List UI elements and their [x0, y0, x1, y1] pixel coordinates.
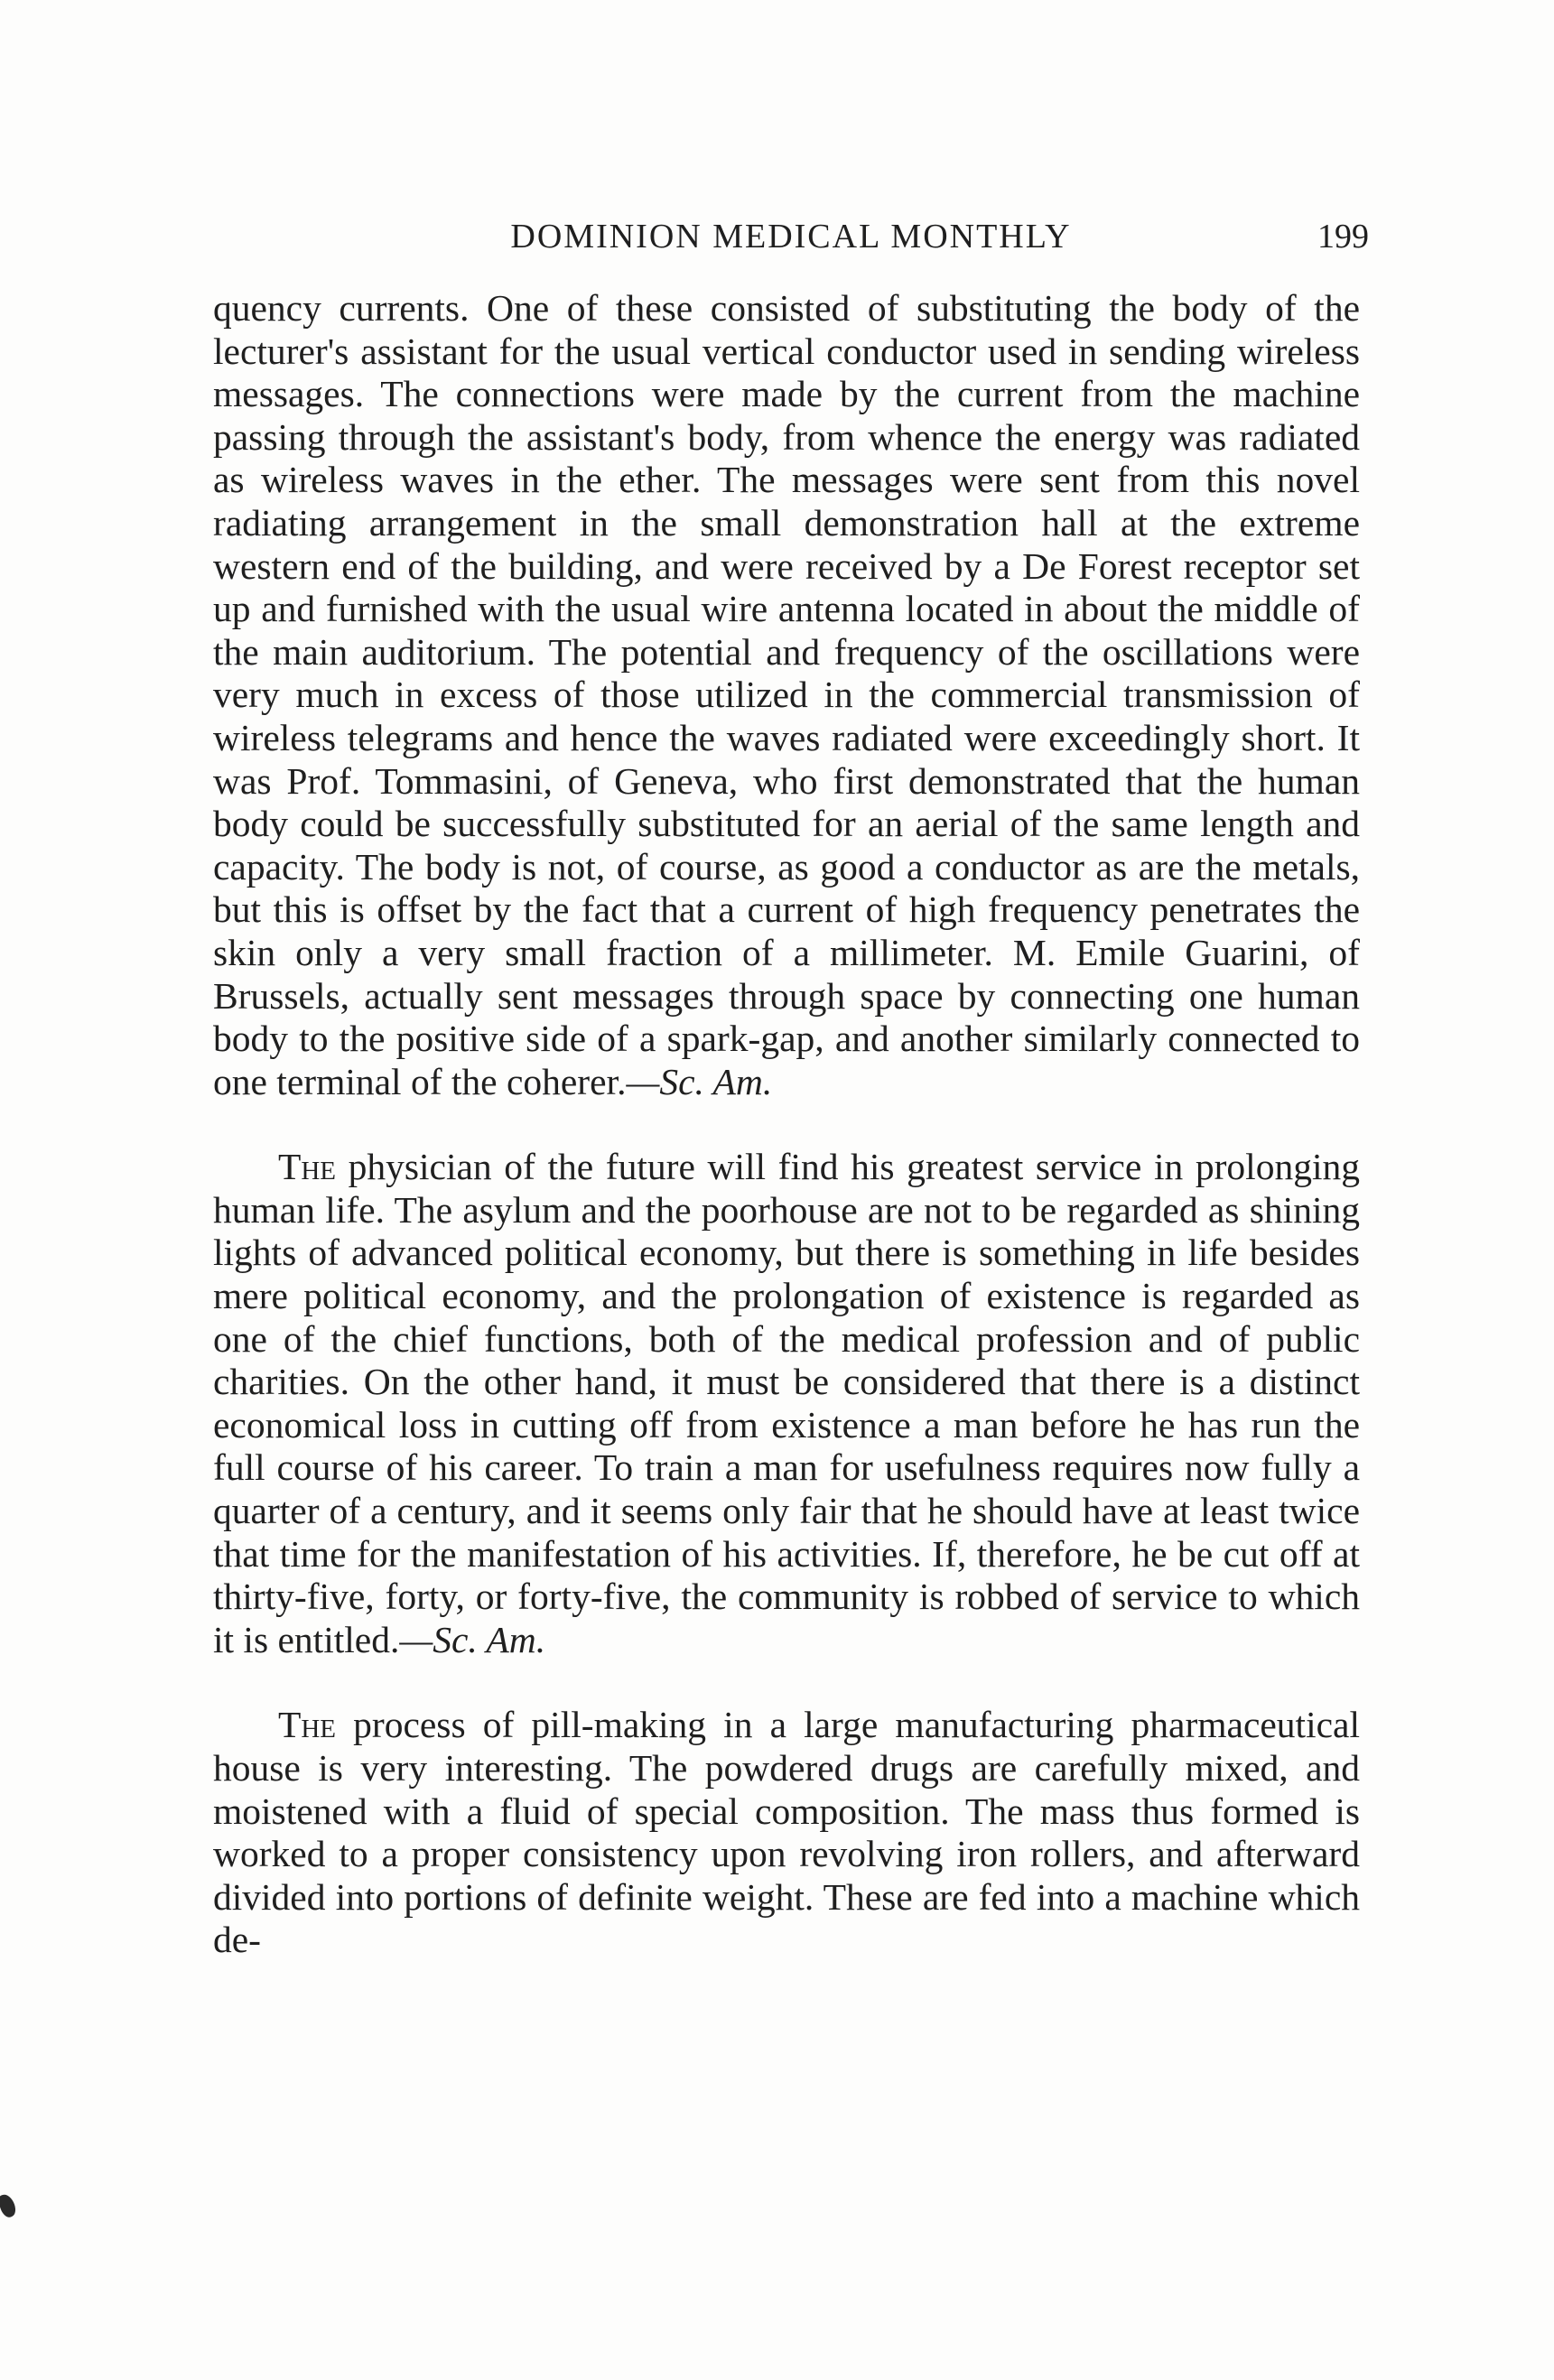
- paragraph-pill-making: [213, 1704, 1360, 1962]
- lead-word: The: [278, 1146, 337, 1188]
- page-header: [213, 209, 1369, 264]
- page-number: 199: [1317, 218, 1369, 256]
- running-title: DOMINION MEDICAL MONTHLY: [510, 218, 1072, 256]
- paragraph-text: process of pill-making in a large manufacturing pharmaceutical house is very interesting. The powdered drugs are carefully mixed, and moistened with a fluid of special composition. The mass thus formed is worked to a proper consistency upon revolving iron rollers, and afterward divided into portions of definite weight. These are fed into a machine which de-: [213, 1704, 1360, 1961]
- source-citation: —Sc. Am.: [626, 1060, 773, 1102]
- ink-smudge: [0, 2192, 18, 2219]
- body-text: [213, 287, 1360, 1962]
- paragraph-physician: [213, 1146, 1360, 1661]
- paragraph-text: physician of the future will find his greatest service in prolonging human life. The asylum and the poorhouse are not to be regarded as shining lights of advanced political economy, but there is something in life besides mere political economy, and the prolongation of existence is regarded as one of the chief functions, both of the medical profession and of public charities. On the other hand, it must be considered that there is a distinct economical loss in cutting off from existence a man before he has run the full course of his career. To train a man for usefulness requires now fully a quarter of a century, and it seems only fair that he should have at least twice that time for the manifestation of his activities. If, therefore, he be cut off at thirty-five, forty, or forty-five, the community is robbed of service to which it is entitled.: [213, 1146, 1360, 1660]
- paragraph-text: quency currents. One of these consisted of substituting the body of the lecturer's assistant for the usual vertical conductor used in sending wireless messages. The connections were made by the current from the machine passing through the assistant's body, from whence the energy was radiated as wireless waves in the ether. The messages were sent from this novel radiating arrangement in the small demonstration hall at the extreme western end of the building, and were received by a De Forest receptor set up and furnished with the usual wire antenna located in about the middle of the main auditorium. The potential and frequency of the oscillations were very much in excess of those utilized in the commercial transmission of wireless telegrams and hence the waves radiated were exceedingly short. It was Prof. Tommasini, of Geneva, who first demonstrated that the human body could be successfully substituted for an aerial of the same length and capacity. The body is not, of course, as good a conductor as are the metals, but this is offset by the fact that a current of high frequency penetrates the skin only a very small fraction of a millimeter. M. Emile Guarini, of Brussels, actually sent messages through space by connecting one human body to the positive side of a spark-gap, and another similarly connected to one terminal of the coherer.: [213, 287, 1360, 1102]
- lead-word: The: [278, 1704, 337, 1746]
- source-citation: —Sc. Am.: [399, 1618, 546, 1660]
- paragraph-wireless: [213, 287, 1360, 1103]
